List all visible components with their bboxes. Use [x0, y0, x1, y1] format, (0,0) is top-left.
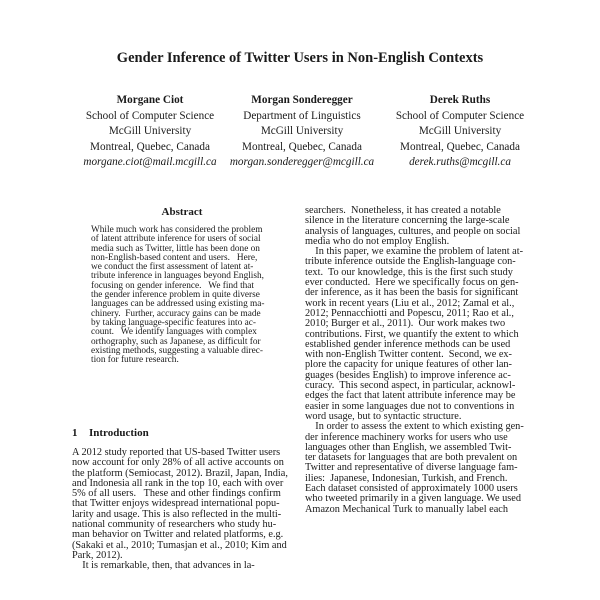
text-line: (Sakaki et al., 2010; Tumasjan et al., 2010; Kim and — [72, 539, 287, 551]
text-line: tion for future research. — [91, 355, 179, 366]
author-name: Derek Ruths — [429, 94, 491, 106]
author-email: derek.ruths@mcgill.ca — [409, 156, 511, 168]
text-line: who tweeted primarily in a given language. We used — [305, 493, 522, 505]
introduction-text — [72, 446, 294, 570]
text-line: word usage, but to syntactic structure. — [305, 410, 462, 422]
author-location: Montreal, Quebec, Canada — [90, 140, 210, 153]
text-line: easier in some languages due not to conventions in — [305, 400, 515, 412]
text-line: guages (besides English) to improve inference ac- — [305, 369, 511, 381]
author-name: Morgane Ciot — [116, 94, 184, 106]
text-line: silence in the literature concerning the large-scale — [305, 215, 510, 227]
section-heading-introduction — [72, 427, 149, 439]
text-line: media such as Twitter, little has been done on — [91, 243, 260, 254]
text-line: non-English-based content and users. Here, — [91, 252, 258, 263]
text-line: 2012; Pennacchiotti and Popescu, 2011; Rao et al., — [305, 307, 514, 319]
right-column-text — [305, 204, 535, 513]
author-block-2 — [214, 93, 390, 171]
text-line: While much work has considered the problem — [91, 225, 263, 235]
text-line: established gender inference methods can be used — [305, 338, 511, 350]
section-title: Introduction — [89, 427, 149, 439]
text-line: focusing on gender inference. We find that — [91, 280, 255, 291]
text-line: edges the fact that latent attribute inference may be — [305, 390, 516, 402]
text-line: curacy. This second aspect, in particular, acknowl- — [305, 380, 516, 392]
text-line: national community of researchers who study hu- — [72, 519, 277, 531]
text-line: and Indonesia all rank in the top 10, each with over — [72, 477, 284, 489]
text-line: we conduct the first assessment of latent at- — [91, 262, 254, 273]
text-line: ter datasets for languages that are both prevalent on — [305, 452, 518, 464]
author-email: morgane.ciot@mail.mcgill.ca — [83, 156, 217, 168]
author-location: Montreal, Quebec, Canada — [242, 140, 362, 153]
text-line: the platform (Semiocast, 2012). Brazil, Japan, India, — [72, 467, 288, 479]
text-line: orthography, such as Japanese, as difficult for — [91, 336, 261, 347]
text-line: man behavior on Twitter and related platforms, e.g. — [72, 529, 284, 541]
text-line: Twitter and representative of diverse language fam- — [305, 462, 518, 474]
author-department: School of Computer Science — [395, 109, 525, 122]
text-line: languages other than English, we assembled Twit- — [305, 441, 512, 453]
text-line: that Twitter enjoys widespread international popu- — [72, 498, 280, 510]
section-number: 1 — [72, 427, 78, 439]
text-line: Each dataset consisted of approximately 1000 users — [305, 483, 518, 495]
text-line: A 2012 study reported that US-based Twitter users — [72, 447, 281, 458]
paper-title: Gender Inference of Twitter Users in Non-English Contexts — [116, 50, 484, 66]
abstract-heading: Abstract — [161, 206, 203, 218]
text-line: searchers. Nonetheless, it has created a notable — [305, 205, 501, 216]
abstract-text — [91, 224, 276, 366]
text-line: der inference, as it has been the basis for significant — [305, 287, 519, 299]
text-line: larity and usage. This is also reflected in the multi- — [72, 508, 282, 520]
text-line: the gender inference problem in quite diverse — [91, 290, 260, 301]
text-line: now account for only 28% of all active accounts on — [72, 457, 284, 469]
text-line: chinery. Further, accuracy gains can be made — [91, 308, 261, 319]
text-line: In order to assess the extent to which existing gen- — [305, 421, 524, 433]
text-line: languages can be addressed using existing ma- — [91, 299, 265, 310]
author-university: McGill University — [260, 125, 344, 137]
author-department: Department of Linguistics — [243, 109, 361, 122]
text-line: Amazon Mechanical Turk to manually label each — [305, 503, 509, 515]
text-line: tribute inference outside the English-language con- — [305, 256, 516, 268]
author-block-1 — [60, 93, 240, 171]
text-line: ever conducted. Here we specifically focus on gen- — [305, 277, 519, 289]
text-line: 2010; Burger et al., 2011). Our work makes two — [305, 318, 506, 330]
text-line: of latent attribute inference for users of social — [91, 234, 261, 245]
text-line: plore the capacity for unique features of other lan- — [305, 359, 512, 371]
text-line: Park, 2012). — [72, 549, 123, 561]
text-line: existing methods, suggesting a valuable direc- — [91, 345, 263, 356]
text-line: by taking language-specific features into ac- — [91, 317, 256, 328]
author-name: Morgan Sonderegger — [251, 94, 353, 106]
text-line: 5% of all users. These and other findings confirm — [72, 488, 281, 500]
text-line: tribute inference in languages beyond English, — [91, 271, 264, 282]
author-location: Montreal, Quebec, Canada — [400, 140, 520, 153]
text-line: text. To our knowledge, this is the first such study — [305, 266, 513, 278]
author-university: McGill University — [108, 125, 192, 137]
text-line: work in recent years (Liu et al., 2012; Zamal et al., — [305, 297, 515, 309]
author-university: McGill University — [418, 125, 502, 137]
text-line: It is remarkable, then, that advances in la- — [72, 560, 255, 572]
text-line: with non-English Twitter content. Second, we ex- — [305, 349, 512, 361]
text-line: analysis of languages, cultures, and people on social — [305, 225, 521, 237]
text-line: der inference machinery works for users who use — [305, 431, 508, 443]
text-line: contributions. First, we quantify the extent to which — [305, 328, 519, 340]
author-department: School of Computer Science — [85, 109, 215, 122]
author-block-3 — [380, 93, 540, 171]
text-line: media who do not employ English. — [305, 235, 450, 247]
text-line: ilies: Japanese, Indonesian, Turkish, and French. — [305, 472, 508, 484]
text-line: In this paper, we examine the problem of latent at- — [305, 246, 524, 258]
author-email: morgan.sonderegger@mcgill.ca — [229, 156, 375, 168]
text-line: count. We identify languages with complex — [91, 327, 257, 338]
